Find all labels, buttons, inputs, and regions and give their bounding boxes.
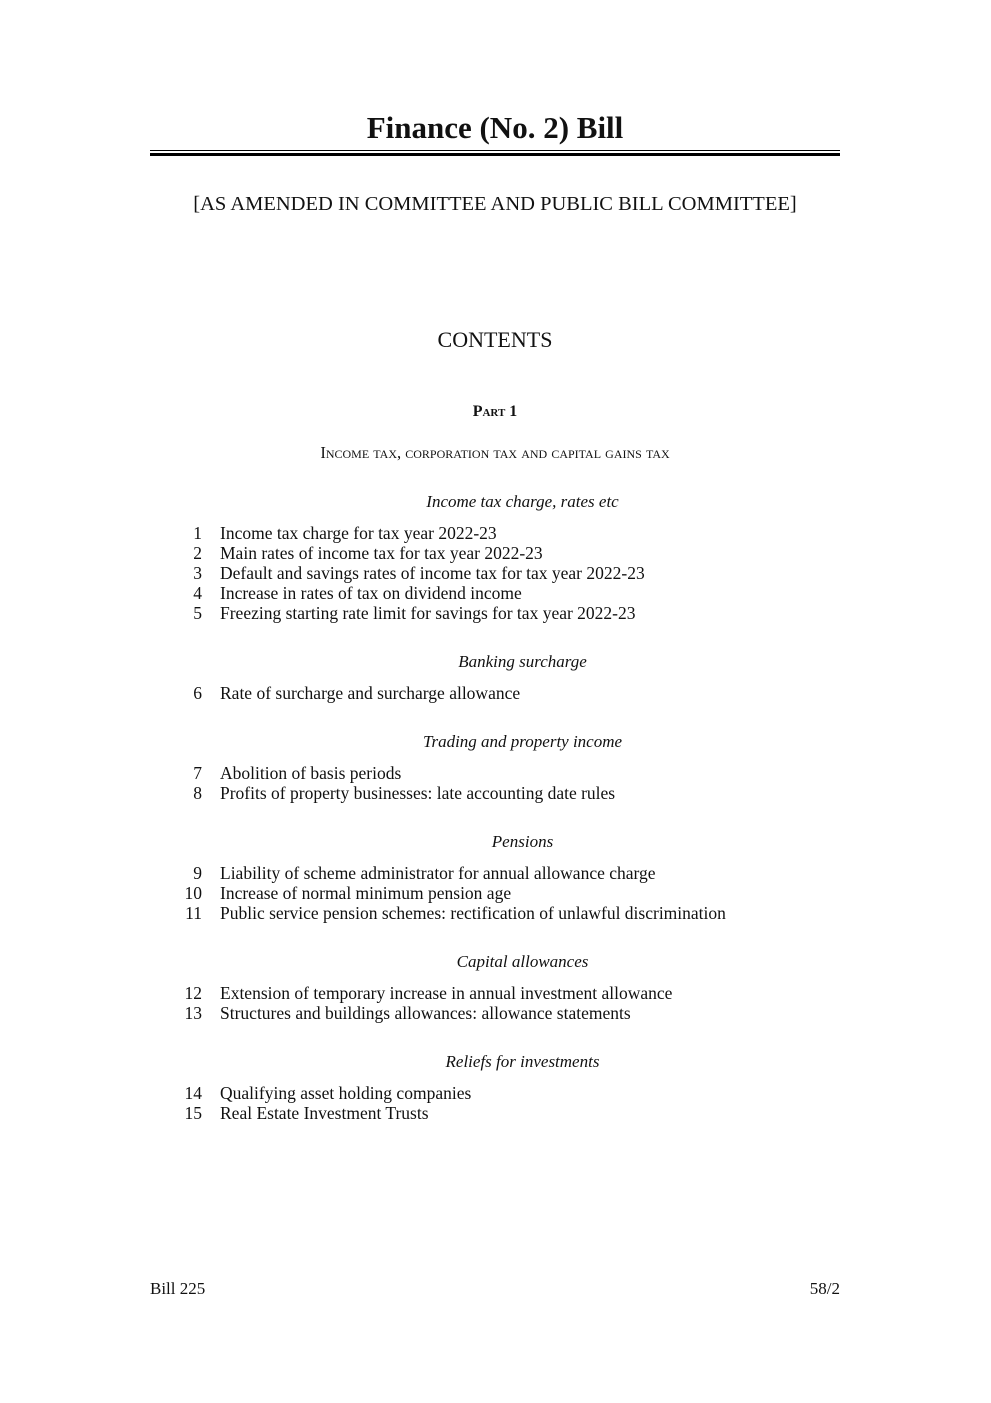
- section-entries: [150, 983, 850, 1023]
- section-entries: [150, 1083, 850, 1123]
- section-entries: [150, 863, 850, 923]
- entry-title: Rate of surcharge and surcharge allowance: [220, 683, 521, 703]
- entry-number: 8: [193, 783, 202, 803]
- bill-title: Finance (No. 2) Bill: [366, 110, 624, 145]
- entry-number: 13: [184, 1003, 202, 1023]
- entry-title: Income tax charge for tax year 2022-23: [220, 523, 497, 543]
- bill-reference: 58/2: [809, 1279, 840, 1298]
- entry-title: Liability of scheme administrator for annual allowance charge: [220, 863, 656, 883]
- entry-number: 5: [193, 603, 202, 623]
- entry-number: 12: [184, 983, 202, 1003]
- entry-number: 4: [193, 583, 202, 603]
- contents-heading: CONTENTS: [437, 327, 553, 352]
- entry-title: Abolition of basis periods: [220, 763, 402, 783]
- contents-entry[interactable]: [150, 523, 850, 543]
- section-heading: Reliefs for investments: [445, 1052, 600, 1071]
- entry-title: Structures and buildings allowances: allowance statements: [220, 1003, 631, 1023]
- entry-title: Main rates of income tax for tax year 2022-23: [220, 543, 543, 563]
- entry-title: Public service pension schemes: rectification of unlawful discrimination: [220, 903, 726, 923]
- part-label: Part 1: [472, 403, 518, 420]
- contents-entry[interactable]: [150, 563, 850, 583]
- contents-entry[interactable]: [150, 1003, 850, 1023]
- entry-number: 3: [193, 563, 202, 583]
- title-rule-thick: [150, 153, 840, 156]
- entry-title: Increase of normal minimum pension age: [220, 883, 512, 903]
- section-entries: [150, 683, 850, 703]
- entry-number: 9: [193, 863, 202, 883]
- contents-entry[interactable]: [150, 603, 850, 623]
- entry-title: Profits of property businesses: late accounting date rules: [220, 783, 616, 803]
- section-heading: Capital allowances: [456, 952, 589, 971]
- contents-entry[interactable]: [150, 763, 850, 783]
- contents-entry[interactable]: [150, 903, 850, 923]
- section-heading: Pensions: [491, 832, 554, 851]
- contents-entry[interactable]: [150, 1083, 850, 1103]
- contents-entry[interactable]: [150, 983, 850, 1003]
- entry-number: 6: [193, 683, 202, 703]
- entry-number: 10: [184, 883, 202, 903]
- entry-number: 11: [185, 903, 202, 923]
- section-entries: [150, 763, 850, 803]
- section-heading: Banking surcharge: [458, 652, 587, 671]
- section-heading: Income tax charge, rates etc: [426, 492, 619, 511]
- entry-number: 7: [193, 763, 202, 783]
- entry-number: 14: [184, 1083, 202, 1103]
- contents-entry[interactable]: [150, 883, 850, 903]
- section-heading: Trading and property income: [422, 732, 623, 751]
- section-entries: [150, 523, 850, 623]
- part-title: Income tax, corporation tax and capital gains tax: [320, 443, 670, 462]
- amendment-status: [AS AMENDED IN COMMITTEE AND PUBLIC BILL COMMITTEE]: [193, 193, 797, 215]
- entry-title: Qualifying asset holding companies: [220, 1083, 472, 1103]
- entry-number: 1: [193, 523, 202, 543]
- title-rule-thin: [150, 150, 840, 151]
- entry-title: Default and savings rates of income tax for tax year 2022-23: [220, 563, 645, 583]
- entry-title: Real Estate Investment Trusts: [220, 1103, 429, 1123]
- contents-entry[interactable]: [150, 543, 850, 563]
- entry-title: Extension of temporary increase in annual investment allowance: [220, 983, 673, 1003]
- contents-entry[interactable]: [150, 683, 850, 703]
- contents-entry[interactable]: [150, 783, 850, 803]
- contents-entry[interactable]: [150, 583, 850, 603]
- entry-number: 2: [193, 543, 202, 563]
- contents-entry[interactable]: [150, 1103, 850, 1123]
- bill-number: Bill 225: [150, 1279, 206, 1298]
- entry-title: Freezing starting rate limit for savings for tax year 2022-23: [220, 603, 636, 623]
- entry-title: Increase in rates of tax on dividend income: [220, 583, 522, 603]
- contents-entry[interactable]: [150, 863, 850, 883]
- entry-number: 15: [184, 1103, 202, 1123]
